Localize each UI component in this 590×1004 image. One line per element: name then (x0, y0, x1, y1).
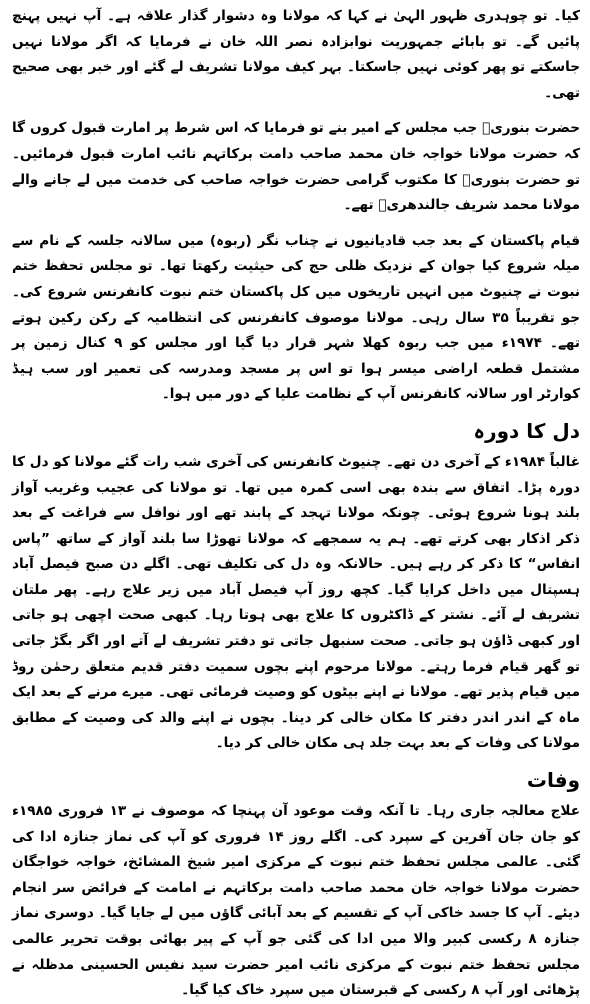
paragraph: علاج معالجہ جاری رہا۔ تا آنکہ وقت موعود آن پہنچا کہ موصوف نے ۱۳ فروری ۱۹۸۵ء کو جان جان آفرین کے سپرد کی۔ اگلے روز ۱۴ فروری کو آپ کی نماز جنازہ ادا کی گئی۔ عالمی مجلس تحفظ ختم نبوت کے مرکزی امیر شیخ المشائخ، خواجہ خواجگان حضرت مولانا خواجہ خان محمد صاحب دامت برکاتہم نے امامت کے فرائض سر انجام دیئے۔ آپ کا جسد خاکی آپ کے تقسیم کے بعد آبائی گاؤں میں لے جایا گیا۔ دوسری نماز جنازہ ۸ رکسی کبیر والا میں ادا کی گئی جو آپ کے پیر بھائی بوقت تحریر عالمی مجلس تحفظ ختم نبوت کے مرکزی نائب امیر حضرت سید نفیس الحسینی مدظلہ نے پڑھائی اور آپ ۸ رکسی کے قبرستان میں سپرد خاک کیا گیا۔ (12, 803, 580, 999)
paragraph: قیام پاکستان کے بعد جب قادیانیوں نے چناب نگر (ربوہ) میں سالانہ جلسہ کے نام سے میلہ شروع کیا جوان کے نزدیک ظلی حج کی حیثیت رکھتا تھا۔ تو مجلس تحفظ ختم نبوت نے چنیوٹ میں انہیں تاریخوں میں کل پاکستان ختم نبوت کانفرنس شروع کی۔ جو تقریباً ۳۵ سال رہی۔ مولانا موصوف کانفرنس کی انتظامیہ کے رکن رکین ہوتے تھے۔ ۱۹۷۴ء میں جب ربوہ کھلا شہر قرار دیا گیا اور مجلس کو ۹ کنال زمین پر مشتمل قطعہ اراضی میسر ہوا تو اس پر مسجد ومدرسہ کی تعمیر اور سب ہیڈ کوارٹر اور سالانہ کانفرنس آپ کے نظامت علیا کے دور میں ہوا۔ (12, 232, 581, 403)
section-heading-heart-attack: دل کا دورہ (473, 418, 580, 443)
paragraph: حضرت بنوریؒ جب مجلس کے امیر بنے تو فرمایا کہ اس شرط پر امارت قبول کروں گا کہ حضرت مولانا خواجہ خان محمد صاحب دامت برکاتہم نائب امارت قبول فرمائیں۔ تو حضرت بنوریؒ کا مکتوب گرامی حضرت خواجہ صاحب کی خدمت میں لے جانے والے مولانا محمد شریف جالندھریؒ تھے۔ (12, 120, 580, 214)
section-heading-death: وفات (526, 768, 580, 793)
paragraph: غالباً ۱۹۸۴ء کے آخری دن تھے۔ چنیوٹ کانفرنس کی آخری شب رات گئے مولانا کو دل کا دورہ پڑا۔ اتفاق سے بندہ بھی اسی کمرہ میں تھا۔ تو مولانا کی عجیب وغریب آواز بلند ہونا شروع ہوئی۔ چونکہ مولانا تہجد کے پابند تھے اور نوافل سے فراغت کے بعد ذکر اذکار بھی کرتے تھے۔ ہم یہ سمجھے کہ مولانا تھوڑا سا بلند آواز کے ساتھ ”پاس انفاس“ کا ذکر کر رہے ہیں۔ حالانکہ وہ دل کی تکلیف تھی۔ اگلے دن صبح فیصل آباد ہسپتال میں داخل کرایا گیا۔ کچھ روز آپ فیصل آباد میں زیر علاج رہے۔ پھر ملتان تشریف لے آئے۔ نشتر کے ڈاکٹروں کا علاج بھی ہوتا رہا۔ کبھی صحت اچھی ہو جاتی اور کبھی ڈاؤن ہو جاتی۔ صحت سنبھل جاتی تو دفتر تشریف لے آتے اور اگر بگڑ جاتی تو گھر قیام فرما رہتے۔ مولانا مرحوم اپنے بچوں سمیت دفتر قدیم متعلق رحمٰن روڈ میں قیام پذیر تھے۔ مولانا نے اپنے بیٹوں کو وصیت فرمائی تھی۔ میرے مرنے کے بعد ایک ماہ کے اندر اندر دفتر کا مکان خالی کر دینا۔ بچوں نے اپنے والد کی وصیت کے مطابق مولانا کی وفات کے بعد بہت جلد ہی مکان خالی کر دیا۔ (12, 453, 580, 752)
paragraph: کیا۔ تو چوہدری ظہور الہیٰ نے کہا کہ مولانا وہ دشوار گذار علاقہ ہے۔ آپ نہیں پہنچ پائیں گے۔ تو بابائے جمہوریت نوابزادہ نصر اللہ خان نے فرمایا کہ اگر مولانا نہیں جاسکتے تو پھر کوئی نہیں جاسکتا۔ بہر کیف مولانا تشریف لے گئے اور خبر بھی صحیح تھی۔ (12, 8, 580, 101)
